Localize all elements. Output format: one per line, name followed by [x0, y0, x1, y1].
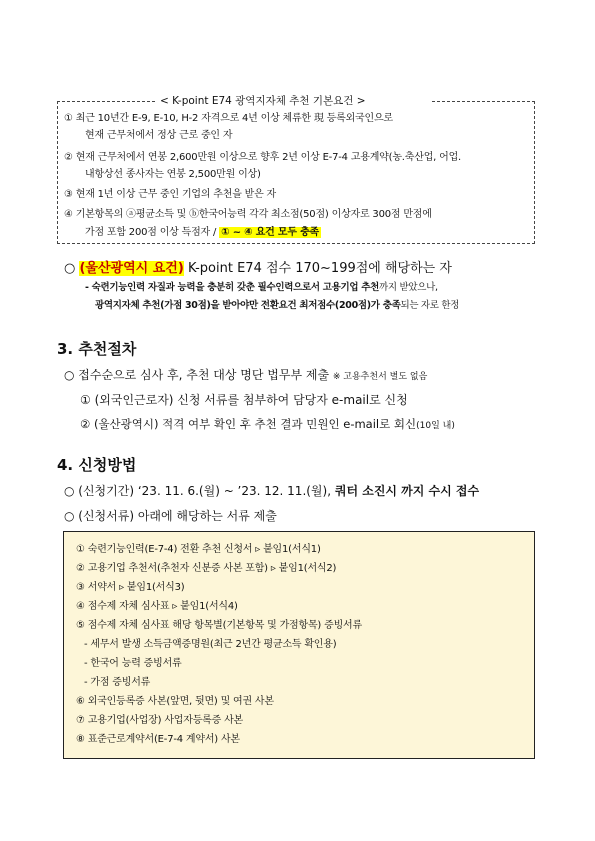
document-item: ⑤ 점수제 자체 심사표 해당 항목별(기본항목 및 가점항목) 증빙서류	[76, 620, 362, 631]
document-item: ⑧ 표준근로계약서(E-7-4 계약서) 사본	[76, 734, 240, 745]
requirement-item: ④ 기본항목의 ⓐ평균소득 및 ⓑ한국어능력 각각 최소점(50점) 이상자로 300점 만점에	[64, 209, 432, 220]
period-label: ○ (신청기간)	[64, 484, 135, 498]
requirements-box-title: < K-point E74 광역지자체 추천 기본요건 >	[160, 95, 366, 107]
requirement-item-last	[85, 226, 321, 239]
period-value: ‘23. 11. 6.(월) ~ ’23. 12. 11.(월),	[137, 484, 332, 498]
document-item: ③ 서약서 ▹ 붙임1(서식3)	[76, 582, 185, 593]
section-3-line3: ② (울산광역시) 적격 여부 확인 후 추천 결과 민원인 e-mail로 회신(10일 내)	[80, 417, 455, 431]
document-item: ⑥ 외국인등록증 사본(앞면, 뒷면) 및 여권 사본	[76, 696, 274, 707]
document-sub-item: - 가점 증빙서류	[84, 677, 151, 688]
ulsan-text: K-point E74 점수 170~199점에 해당하는 자	[187, 261, 452, 276]
ulsan-note-line1: - 숙련기능인력 자질과 능력을 충분히 갖춘 필수인력으로서 고용기업 추천까지 받았으나,	[85, 282, 438, 293]
requirements-box-top-border-right	[432, 101, 535, 102]
requirement-item: 현재 근무처에서 정상 근로 중인 자	[85, 130, 233, 141]
document-item: ② 고용기업 추천서(추천자 신분증 사본 포함) ▹ 붙임1(서식2)	[76, 563, 337, 574]
ulsan-note-line2: 광역지자체 추천(가점 30점)을 받아야만 전환요건 최저점수(200점)가 충족되는 자로 한정	[95, 300, 460, 311]
section-4-period	[64, 482, 479, 499]
section-4-heading: 4. 신청방법	[57, 456, 137, 474]
requirement-item: 내항상선 종사자는 연봉 2,500만원 이상)	[85, 169, 261, 180]
ulsan-condition	[64, 257, 452, 276]
period-bold: 쿼터 소진시 까지 수시 접수	[334, 484, 480, 498]
requirement-item-text: 가점 포함 200점 이상 득점자 /	[85, 227, 217, 238]
document-sub-item: - 한국어 능력 증빙서류	[84, 658, 182, 669]
document-sub-item: - 세무서 발생 소득금액증명원(최근 2년간 평균소득 확인용)	[84, 639, 337, 650]
section-3-heading: 3. 추천절차	[57, 340, 137, 358]
section-3-line2: ① (외국인근로자) 신청 서류를 첨부하여 담당자 e-mail로 신청	[80, 393, 408, 407]
section-4-docs-label: ○ (신청서류) 아래에 해당하는 서류 제출	[64, 509, 277, 523]
section-3-line1-note: ※ 고용추천서 별도 없음	[332, 372, 428, 382]
ulsan-bullet: ○	[64, 261, 76, 276]
requirement-item: ① 최근 10년간 E-9, E-10, H-2 자격으로 4년 이상 체류한 現 등록외국인으로	[64, 113, 393, 124]
document-item: ① 숙련기능인력(E-7-4) 전환 추천 신청서 ▹ 붙임1(서식1)	[76, 544, 321, 555]
document-item: ⑦ 고용기업(사업장) 사업자등록증 사본	[76, 715, 244, 726]
requirement-item: ③ 현재 1년 이상 근무 중인 기업의 추천을 받은 자	[64, 189, 277, 200]
section-3-line1: ○ 접수순으로 심사 후, 추천 대상 명단 법무부 제출 ※ 고용추천서 별도 없음	[64, 368, 428, 382]
requirements-highlight: ① ~ ④ 요건 모두 충족	[221, 227, 320, 238]
requirements-box-top-border-left	[57, 101, 155, 102]
document-item: ④ 점수제 자체 심사표 ▹ 붙임1(서식4)	[76, 601, 238, 612]
section-3-line3-note: (10일 내)	[416, 421, 455, 431]
ulsan-label: (울산광역시 요건)	[79, 261, 184, 276]
requirement-item: ② 현재 근무처에서 연봉 2,600만원 이상으로 향후 2년 이상 E-7-4 고용계약(농.축산업, 어업.	[64, 152, 462, 163]
